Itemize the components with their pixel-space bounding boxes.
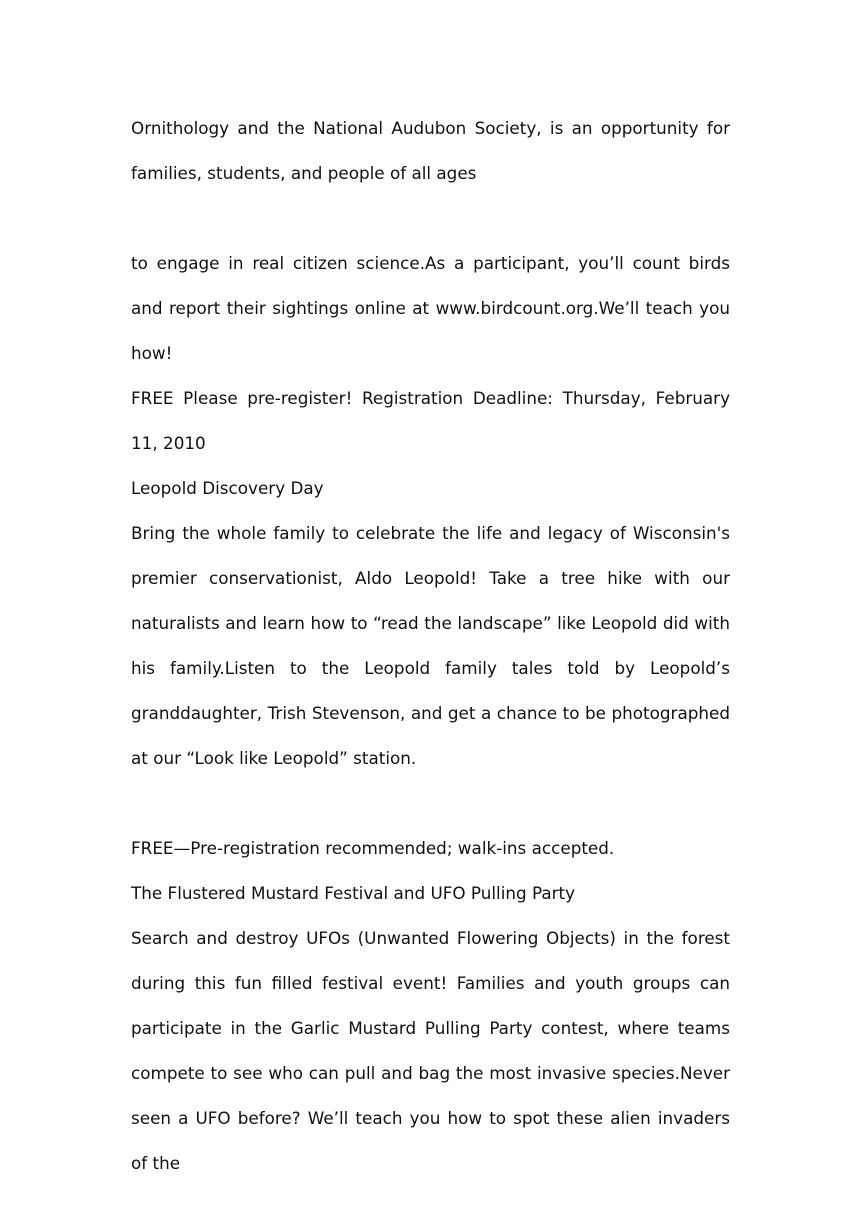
paragraph-free-preregistration: FREE—Pre-registration recommended; walk-ins accepted. — [131, 838, 615, 858]
paragraph-leopold-description: Bring the whole family to celebrate the life and legacy of Wisconsin's premier conservationist, Aldo Leopold! Take a tree hike with our naturalists and learn how to “read the landscape” like Leopold did with his family.Listen to the Leopold family tales told by Leopold’s granddaughter, Trish Stevenson, and get a chance to be photographed at our “Look like Leopold” station. — [131, 523, 730, 768]
heading-flustered-mustard-festival: The Flustered Mustard Festival and UFO Pulling Party — [131, 883, 576, 903]
heading-leopold-discovery-day: Leopold Discovery Day — [131, 478, 324, 498]
paragraph-gap — [131, 196, 730, 241]
paragraph-audubon-intro: Ornithology and the National Audubon Society, is an opportunity for families, students, and people of all ages — [131, 118, 730, 183]
paragraph-citizen-science: to engage in real citizen science.As a participant, you’ll count birds and report their sightings online at www.birdcount.org.We’ll teach you how! — [131, 253, 730, 363]
paragraph-registration-deadline: FREE Please pre-register! Registration Deadline: Thursday, February 11, 2010 — [131, 388, 730, 453]
document-body — [131, 106, 730, 1186]
paragraph-ufo-description: Search and destroy UFOs (Unwanted Flowering Objects) in the forest during this fun filled festival event! Families and youth groups can participate in the Garlic Mustard Pulling Party contest, where teams compete to see who can pull and bag the most invasive species.Never seen a UFO before? We’ll teach you how to spot these alien invaders of the — [131, 928, 730, 1173]
paragraph-gap — [131, 781, 730, 826]
